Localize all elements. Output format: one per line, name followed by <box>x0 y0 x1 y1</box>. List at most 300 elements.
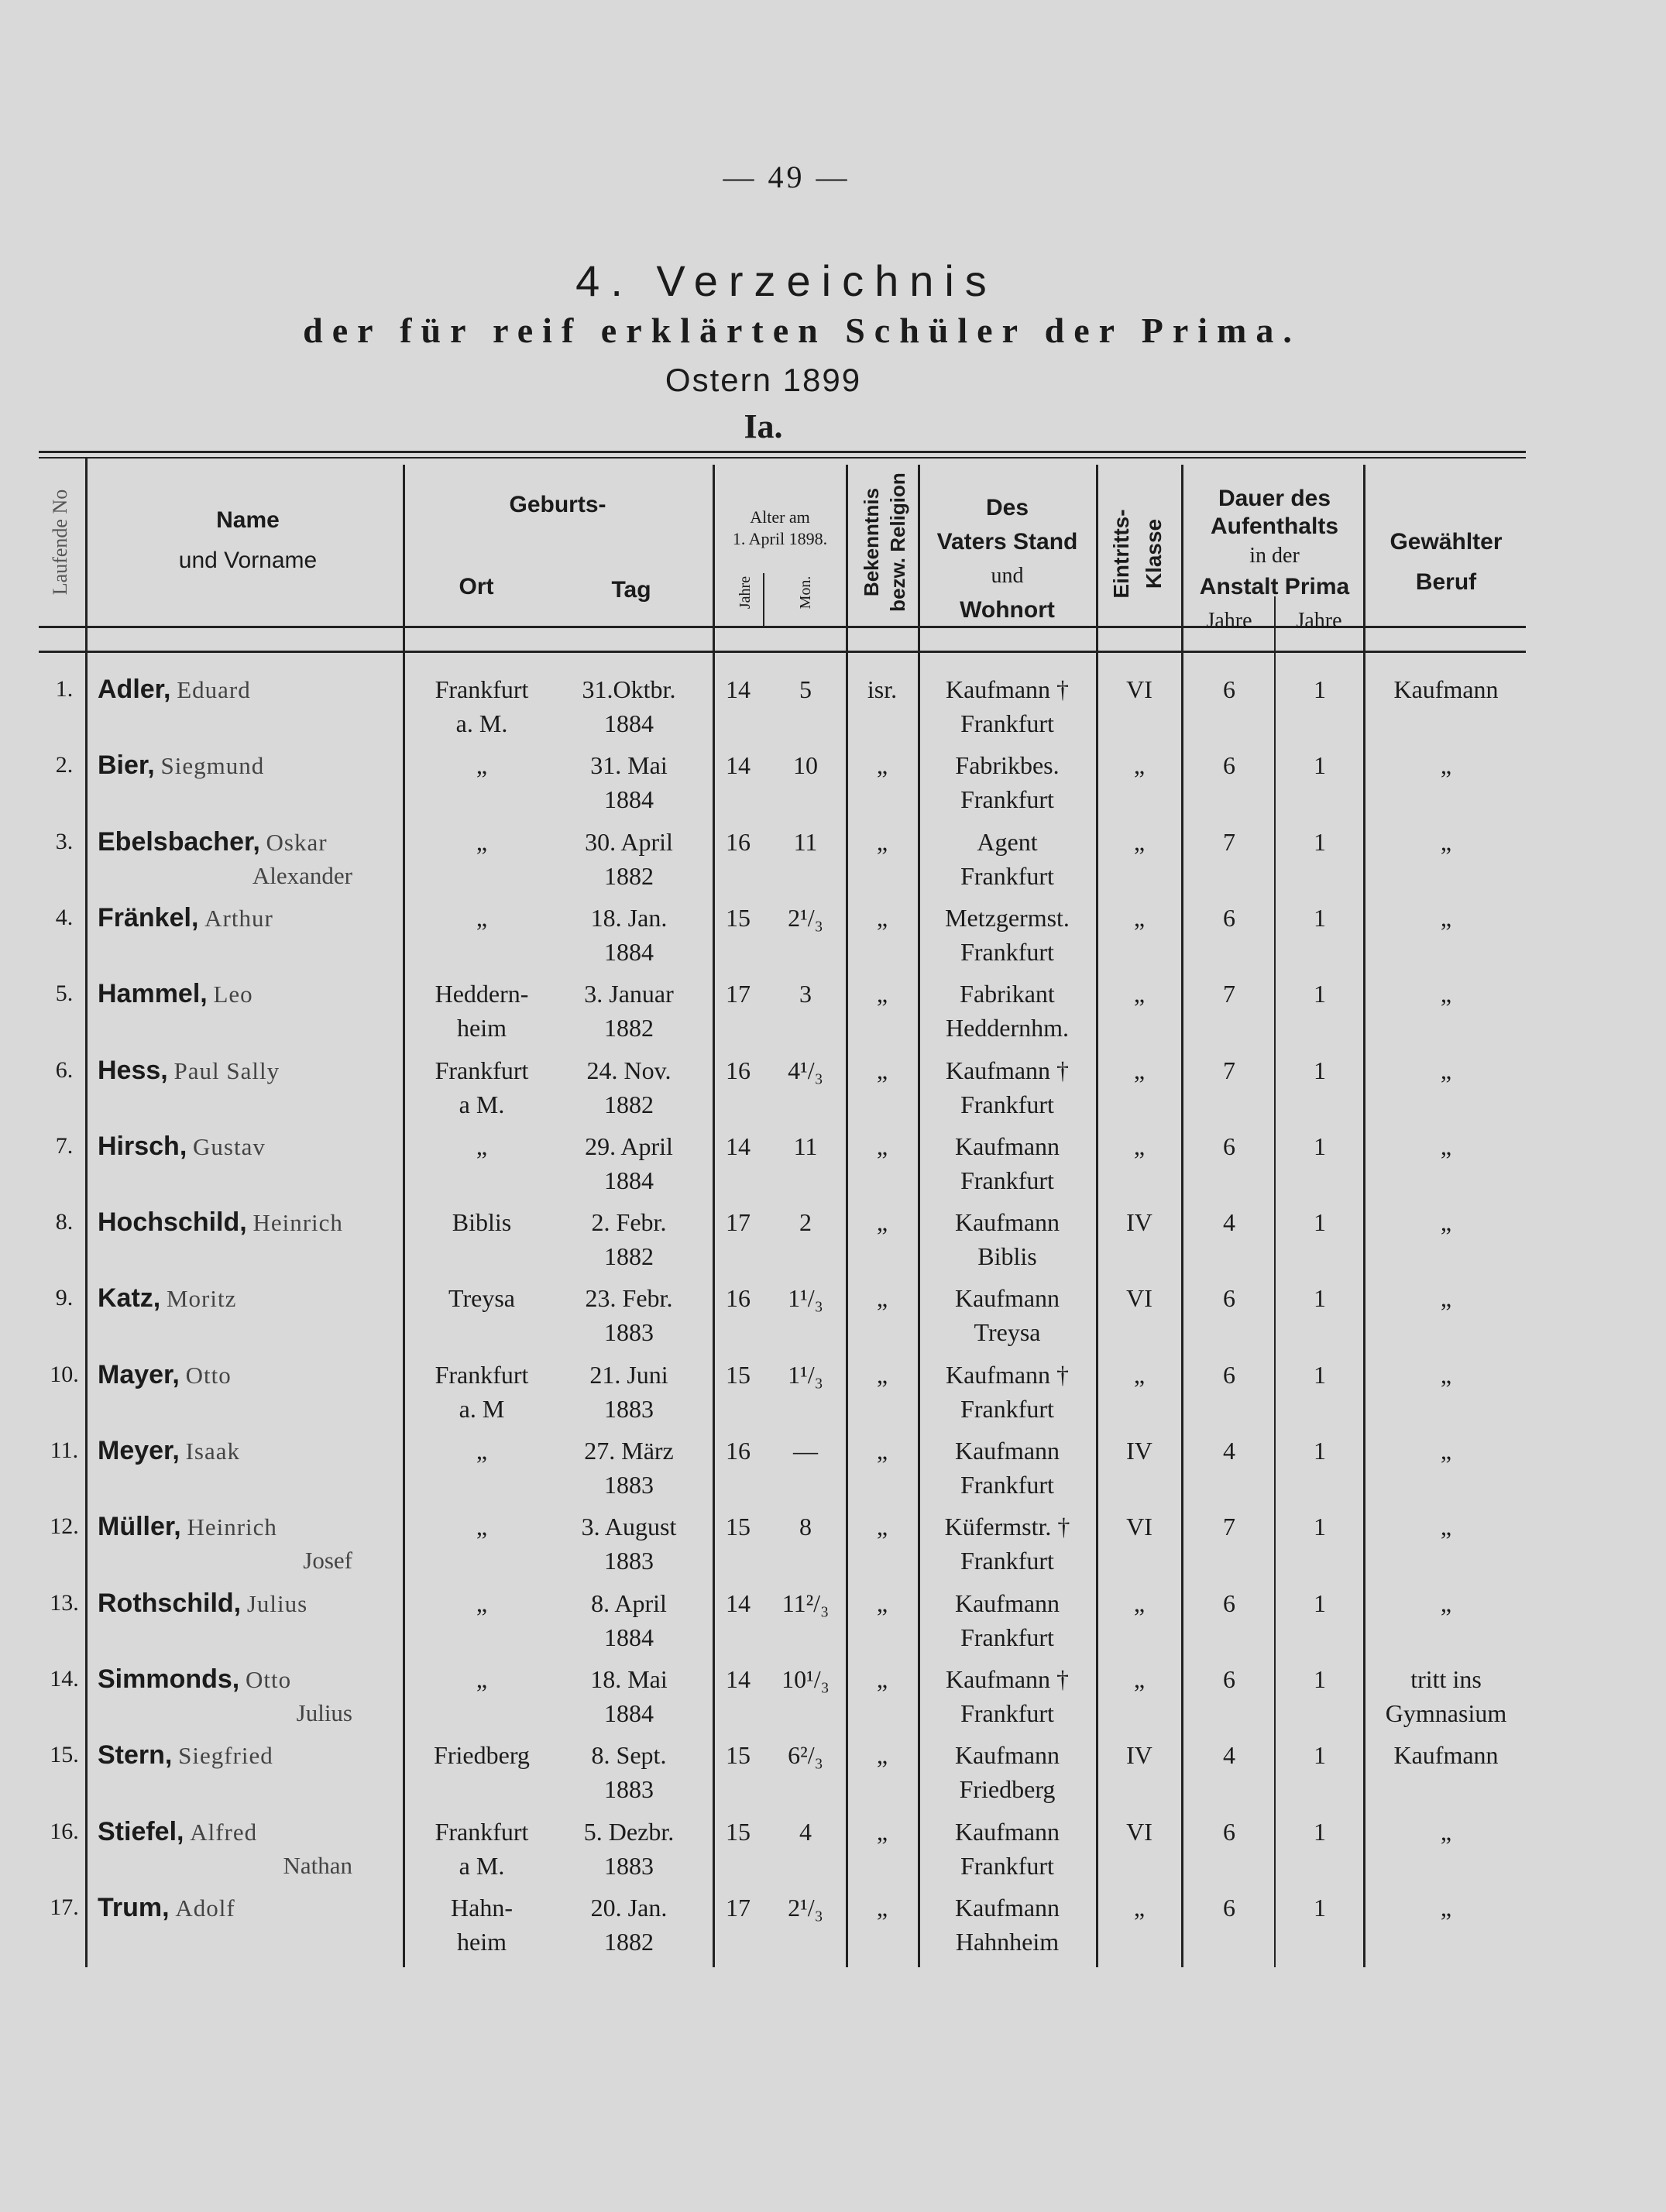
father-residence: Hahnheim <box>955 1928 1060 1956</box>
religion: „ <box>876 1361 888 1389</box>
religion: „ <box>876 980 888 1008</box>
birth-date: 20. Jan. <box>590 1894 668 1922</box>
birth-date: 18. Jan. <box>590 904 668 932</box>
age-months: 2¹/₃ <box>788 904 823 932</box>
header-religion: bezw. Religion <box>886 472 909 612</box>
student-name <box>98 1205 343 1240</box>
student-first-name: Heinrich <box>252 1209 343 1236</box>
header-bottom-rule-2 <box>39 651 1526 653</box>
student-surname: Hammel, <box>98 979 208 1008</box>
father-residence: Frankfurt <box>960 1699 1054 1727</box>
chosen-profession: Kaufmann <box>1393 675 1499 703</box>
religion: „ <box>876 1513 888 1540</box>
birth-year: 1884 <box>604 1623 654 1651</box>
chosen-profession: „ <box>1440 1437 1452 1465</box>
age-years: 15 <box>726 1513 751 1540</box>
father-residence: Biblis <box>977 1242 1037 1270</box>
col-divider <box>763 573 764 627</box>
entry-class: IV <box>1126 1741 1152 1769</box>
header-jahre: Jahre <box>737 575 754 610</box>
years-anstalt: 6 <box>1223 751 1235 779</box>
father-occupation: Küfermstr. † <box>944 1513 1070 1540</box>
age-months: 11 <box>793 1132 818 1160</box>
father-residence: Frankfurt <box>960 1547 1054 1575</box>
student-name <box>98 1662 291 1697</box>
birth-year: 1882 <box>604 1928 654 1956</box>
header-geburts: Geburts- <box>509 492 606 517</box>
father-occupation: Kaufmann <box>954 1132 1060 1160</box>
age-months: 4¹/₃ <box>788 1056 823 1084</box>
header-alter: Alter am <box>750 507 810 527</box>
father-residence: Frankfurt <box>960 1091 1054 1118</box>
chosen-profession: „ <box>1440 980 1452 1008</box>
header-mon: Mon. <box>797 575 814 610</box>
birth-date: 27. März <box>584 1437 674 1465</box>
row-number: 5. <box>55 981 74 1006</box>
entry-class: „ <box>1133 1056 1146 1084</box>
birth-year: 1884 <box>604 1166 654 1194</box>
student-name <box>98 825 328 860</box>
student-name <box>98 1891 235 1925</box>
student-surname: Katz, <box>98 1283 161 1313</box>
birth-place: „ <box>476 1513 488 1540</box>
years-prima: 1 <box>1314 1818 1326 1846</box>
father-residence: Frankfurt <box>960 862 1054 890</box>
father-residence: Heddernhm. <box>945 1014 1070 1042</box>
birth-year: 1883 <box>604 1318 654 1346</box>
student-first-name: Alfred <box>190 1819 258 1846</box>
years-anstalt: 6 <box>1223 1284 1235 1312</box>
years-anstalt: 7 <box>1223 828 1235 856</box>
age-months: 4 <box>799 1818 812 1846</box>
header-aufenthalts: Aufenthalts <box>1211 514 1338 539</box>
birth-date: 18. Mai <box>590 1665 668 1693</box>
student-first-name-2: Alexander <box>252 862 352 889</box>
years-anstalt: 4 <box>1223 1437 1235 1465</box>
father-occupation: Kaufmann <box>954 1818 1060 1846</box>
student-surname: Ebelsbacher, <box>98 827 260 857</box>
years-prima: 1 <box>1314 904 1326 932</box>
header-beruf: Beruf <box>1415 569 1477 595</box>
student-surname: Simmonds, <box>98 1664 240 1694</box>
father-occupation: Metzgermst. <box>945 904 1070 932</box>
student-surname: Hirsch, <box>98 1132 187 1161</box>
age-months: 1¹/₃ <box>788 1361 823 1389</box>
row-number: 16. <box>50 1819 79 1844</box>
birth-year: 1882 <box>604 1091 654 1118</box>
years-prima: 1 <box>1314 1437 1326 1465</box>
birth-year: 1883 <box>604 1852 654 1880</box>
birth-year: 1883 <box>604 1471 654 1499</box>
birth-year: 1882 <box>604 862 654 890</box>
header-und: und <box>991 564 1024 588</box>
father-residence: Frankfurt <box>960 938 1054 966</box>
student-first-name: Julius <box>246 1590 308 1617</box>
student-surname: Trum, <box>98 1893 170 1922</box>
student-first-name: Otto <box>185 1362 232 1389</box>
religion: „ <box>876 1437 888 1465</box>
age-months: 11²/₃ <box>781 1589 830 1617</box>
religion: „ <box>876 904 888 932</box>
document-date: Ostern 1899 <box>665 362 862 398</box>
student-first-name: Heinrich <box>187 1513 277 1540</box>
entry-class: „ <box>1133 1894 1146 1922</box>
student-name <box>98 1434 240 1468</box>
student-name <box>98 1129 266 1164</box>
student-first-name: Gustav <box>193 1133 266 1160</box>
age-years: 16 <box>726 1284 751 1312</box>
religion: „ <box>876 1589 888 1617</box>
birth-year: 1882 <box>604 1242 654 1270</box>
student-surname: Stern, <box>98 1740 173 1770</box>
entry-class: „ <box>1133 1361 1146 1389</box>
birth-place-2: a M. <box>459 1852 505 1880</box>
years-prima: 1 <box>1314 1208 1326 1236</box>
student-first-name: Siegfried <box>178 1742 273 1769</box>
age-months: 2 <box>799 1208 812 1236</box>
years-prima: 1 <box>1314 1056 1326 1084</box>
row-number: 17. <box>50 1894 79 1920</box>
father-residence: Frankfurt <box>960 1852 1054 1880</box>
header-laufende-no: Laufende No <box>49 489 71 596</box>
student-name <box>98 1586 307 1621</box>
years-prima: 1 <box>1314 980 1326 1008</box>
years-prima: 1 <box>1314 1361 1326 1389</box>
entry-class: „ <box>1133 1589 1146 1617</box>
birth-date: 31. Mai <box>590 751 668 779</box>
age-months: 8 <box>799 1513 812 1540</box>
years-prima: 1 <box>1314 828 1326 856</box>
row-number: 7. <box>55 1133 74 1159</box>
student-name <box>98 748 264 783</box>
entry-class: VI <box>1126 1818 1152 1846</box>
religion: „ <box>876 751 888 779</box>
student-first-name: Otto <box>246 1666 292 1693</box>
religion: „ <box>876 1894 888 1922</box>
religion: „ <box>876 1056 888 1084</box>
age-months: 10¹/₃ <box>781 1665 830 1693</box>
father-occupation: Kaufmann <box>954 1284 1060 1312</box>
birth-year: 1883 <box>604 1395 654 1423</box>
student-name <box>98 1510 277 1544</box>
row-number: 8. <box>55 1209 74 1235</box>
document-subtitle: der für reif erklärten Schüler der Prima. <box>303 311 1301 350</box>
age-months: — <box>793 1437 818 1465</box>
student-name <box>98 1358 232 1393</box>
table-top-rule-2 <box>39 457 1526 459</box>
age-months: 11 <box>793 828 818 856</box>
student-first-name: Leo <box>213 981 253 1008</box>
header-name: Name <box>216 507 280 533</box>
years-anstalt: 6 <box>1223 1665 1235 1693</box>
years-anstalt: 7 <box>1223 980 1235 1008</box>
age-years: 14 <box>726 751 751 779</box>
religion: „ <box>876 1208 888 1236</box>
birth-place: „ <box>476 1437 488 1465</box>
birth-date: 5. Dezbr. <box>583 1818 675 1846</box>
class-label: Ia. <box>744 407 783 445</box>
age-months: 1¹/₃ <box>788 1284 823 1312</box>
student-surname: Adler, <box>98 675 171 704</box>
age-months: 3 <box>799 980 812 1008</box>
row-number: 12. <box>50 1513 79 1539</box>
student-surname: Hochschild, <box>98 1207 247 1237</box>
birth-date: 30. April <box>585 828 673 856</box>
birth-date: 2. Febr. <box>591 1208 667 1236</box>
birth-place-2: a. M. <box>455 709 508 737</box>
religion: „ <box>876 1284 888 1312</box>
student-name <box>98 901 273 936</box>
chosen-profession: „ <box>1440 1208 1452 1236</box>
header-ort: Ort <box>459 574 494 599</box>
header-des: Des <box>985 495 1029 520</box>
birth-date: 3. Januar <box>584 980 674 1008</box>
birth-place-2: heim <box>457 1014 507 1042</box>
religion: isr. <box>867 675 898 703</box>
student-first-name-2: Josef <box>303 1547 352 1574</box>
entry-class: „ <box>1133 1132 1146 1160</box>
years-prima: 1 <box>1314 1589 1326 1617</box>
birth-place: Frankfurt <box>435 1361 529 1389</box>
chosen-profession: „ <box>1440 751 1452 779</box>
page-number: — 49 — <box>723 160 850 194</box>
father-residence: Frankfurt <box>960 785 1054 813</box>
chosen-profession-2: Gymnasium <box>1385 1699 1507 1727</box>
age-years: 16 <box>726 1056 751 1084</box>
years-anstalt: 6 <box>1223 904 1235 932</box>
birth-place: „ <box>476 904 488 932</box>
student-first-name: Paul Sally <box>173 1057 280 1084</box>
chosen-profession: „ <box>1440 1589 1452 1617</box>
years-prima: 1 <box>1314 751 1326 779</box>
student-first-name: Oskar <box>266 829 328 856</box>
student-name <box>98 672 251 707</box>
student-first-name: Arthur <box>204 905 273 932</box>
entry-class: VI <box>1126 1513 1152 1540</box>
birth-place: „ <box>476 1665 488 1693</box>
birth-date: 31.Oktbr. <box>582 675 676 703</box>
student-name <box>98 977 253 1012</box>
birth-year: 1883 <box>604 1775 654 1803</box>
row-number: 13. <box>50 1590 79 1616</box>
chosen-profession: tritt ins <box>1410 1665 1482 1693</box>
birth-place: Heddern- <box>435 980 529 1008</box>
age-months: 10 <box>793 751 818 779</box>
father-occupation: Kaufmann <box>954 1741 1060 1769</box>
father-residence: Frankfurt <box>960 1166 1054 1194</box>
father-residence: Frankfurt <box>960 1623 1054 1651</box>
father-occupation: Kaufmann <box>954 1208 1060 1236</box>
chosen-profession: „ <box>1440 1132 1452 1160</box>
years-prima: 1 <box>1314 1665 1326 1693</box>
student-name <box>98 1281 236 1316</box>
chosen-profession: „ <box>1440 1284 1452 1312</box>
age-years: 14 <box>726 1665 751 1693</box>
chosen-profession: „ <box>1440 1818 1452 1846</box>
header-tag: Tag <box>611 577 651 603</box>
birth-date: 23. Febr. <box>585 1284 673 1312</box>
years-anstalt: 6 <box>1223 1589 1235 1617</box>
student-first-name: Moritz <box>166 1285 237 1312</box>
row-number: 3. <box>55 829 74 854</box>
birth-place: Frankfurt <box>435 1056 529 1084</box>
age-years: 17 <box>726 980 751 1008</box>
years-anstalt: 6 <box>1223 675 1235 703</box>
birth-date: 8. April <box>591 1589 667 1617</box>
student-first-name: Siegmund <box>160 752 265 779</box>
age-years: 14 <box>726 1132 751 1160</box>
birth-date: 24. Nov. <box>586 1056 672 1084</box>
father-residence: Frankfurt <box>960 1395 1054 1423</box>
father-residence: Frankfurt <box>960 709 1054 737</box>
religion: „ <box>876 1132 888 1160</box>
document-title: 4. Verzeichnis <box>575 256 998 305</box>
student-name <box>98 1815 257 1850</box>
years-prima: 1 <box>1314 1284 1326 1312</box>
birth-date: 29. April <box>585 1132 673 1160</box>
age-years: 15 <box>726 904 751 932</box>
birth-place-2: a. M <box>459 1395 505 1423</box>
row-number: 10. <box>50 1362 79 1387</box>
birth-place: „ <box>476 1589 488 1617</box>
table-top-rule <box>39 451 1526 453</box>
age-months: 5 <box>799 675 812 703</box>
years-anstalt: 7 <box>1223 1056 1235 1084</box>
row-number: 15. <box>50 1742 79 1767</box>
entry-class: VI <box>1126 675 1152 703</box>
father-occupation: Kaufmann † <box>945 1665 1070 1693</box>
student-surname: Meyer, <box>98 1436 180 1465</box>
age-years: 17 <box>726 1894 751 1922</box>
header-jahre-anstalt: Jahre <box>1206 609 1252 633</box>
birth-place: Hahn- <box>451 1894 513 1922</box>
row-number: 9. <box>55 1285 74 1310</box>
age-years: 15 <box>726 1741 751 1769</box>
years-prima: 1 <box>1314 675 1326 703</box>
birth-year: 1884 <box>604 785 654 813</box>
student-surname: Hess, <box>98 1056 168 1085</box>
age-years: 14 <box>726 1589 751 1617</box>
header-wohnort: Wohnort <box>960 597 1055 623</box>
student-surname: Stiefel, <box>98 1817 184 1846</box>
student-surname: Fränkel, <box>98 903 199 933</box>
years-prima: 1 <box>1314 1741 1326 1769</box>
father-occupation: Agent <box>977 828 1038 856</box>
student-surname: Müller, <box>98 1512 181 1541</box>
header-klasse: Klasse <box>1142 518 1166 589</box>
student-name <box>98 1738 273 1773</box>
father-occupation: Kaufmann † <box>945 1056 1070 1084</box>
age-years: 16 <box>726 828 751 856</box>
age-months: 2¹/₃ <box>788 1894 823 1922</box>
entry-class: IV <box>1126 1437 1152 1465</box>
birth-place: „ <box>476 828 488 856</box>
student-first-name-2: Julius <box>296 1699 352 1726</box>
header-vorname: und Vorname <box>178 548 318 573</box>
father-residence: Friedberg <box>959 1775 1056 1803</box>
father-occupation: Kaufmann <box>954 1589 1060 1617</box>
col-divider <box>85 457 88 1967</box>
father-occupation: Fabrikbes. <box>955 751 1060 779</box>
birth-place: Frankfurt <box>435 675 529 703</box>
chosen-profession: „ <box>1440 1513 1452 1540</box>
chosen-profession: „ <box>1440 904 1452 932</box>
birth-date: 3. August <box>581 1513 677 1540</box>
age-years: 14 <box>726 675 751 703</box>
header-dauer: Dauer des <box>1218 486 1331 511</box>
years-anstalt: 4 <box>1223 1208 1235 1236</box>
birth-place: „ <box>476 751 488 779</box>
birth-year: 1884 <box>604 1699 654 1727</box>
header-gewaehlter: Gewählter <box>1389 529 1503 555</box>
religion: „ <box>876 1741 888 1769</box>
student-surname: Mayer, <box>98 1360 180 1389</box>
father-residence: Frankfurt <box>960 1471 1054 1499</box>
entry-class: „ <box>1133 904 1146 932</box>
student-surname: Bier, <box>98 750 155 780</box>
student-surname: Rothschild, <box>98 1589 242 1618</box>
chosen-profession: „ <box>1440 1361 1452 1389</box>
header-anstalt-prima: Anstalt Prima <box>1199 574 1350 599</box>
religion: „ <box>876 1665 888 1693</box>
student-first-name: Isaak <box>185 1437 241 1465</box>
birth-year: 1883 <box>604 1547 654 1575</box>
header-bekenntnis: Bekenntnis <box>860 487 883 597</box>
birth-place-2: a M. <box>459 1091 505 1118</box>
student-name <box>98 1053 280 1088</box>
row-number: 14. <box>50 1666 79 1692</box>
entry-class: „ <box>1133 828 1146 856</box>
age-years: 15 <box>726 1361 751 1389</box>
student-first-name-2: Nathan <box>283 1852 352 1879</box>
years-anstalt: 6 <box>1223 1818 1235 1846</box>
row-number: 6. <box>55 1057 74 1083</box>
birth-date: 8. Sept. <box>591 1741 667 1769</box>
birth-year: 1882 <box>604 1014 654 1042</box>
entry-class: „ <box>1133 751 1146 779</box>
header-alter-date: 1. April 1898. <box>732 529 828 548</box>
age-months: 6²/₃ <box>788 1741 823 1769</box>
years-anstalt: 6 <box>1223 1894 1235 1922</box>
entry-class: „ <box>1133 1665 1146 1693</box>
student-first-name: Adolf <box>175 1894 235 1922</box>
years-anstalt: 6 <box>1223 1361 1235 1389</box>
header-jahre-prima: Jahre <box>1296 609 1342 633</box>
birth-place: Biblis <box>452 1208 512 1236</box>
years-prima: 1 <box>1314 1132 1326 1160</box>
religion: „ <box>876 828 888 856</box>
header-vaters-stand: Vaters Stand <box>936 529 1078 555</box>
birth-place: „ <box>476 1132 488 1160</box>
birth-year: 1884 <box>604 938 654 966</box>
religion: „ <box>876 1818 888 1846</box>
years-anstalt: 6 <box>1223 1132 1235 1160</box>
birth-place: Friedberg <box>434 1741 530 1769</box>
birth-place-2: heim <box>457 1928 507 1956</box>
chosen-profession: „ <box>1440 828 1452 856</box>
age-years: 17 <box>726 1208 751 1236</box>
father-occupation: Kaufmann <box>954 1894 1060 1922</box>
chosen-profession: „ <box>1440 1056 1452 1084</box>
header-eintritts: Eintritts- <box>1109 509 1133 599</box>
row-number: 4. <box>55 905 74 930</box>
father-occupation: Fabrikant <box>960 980 1055 1008</box>
student-first-name: Eduard <box>177 676 251 703</box>
row-number: 1. <box>55 676 74 702</box>
header-in-der: in der <box>1249 544 1300 568</box>
father-residence: Treysa <box>974 1318 1041 1346</box>
years-anstalt: 4 <box>1223 1741 1235 1769</box>
